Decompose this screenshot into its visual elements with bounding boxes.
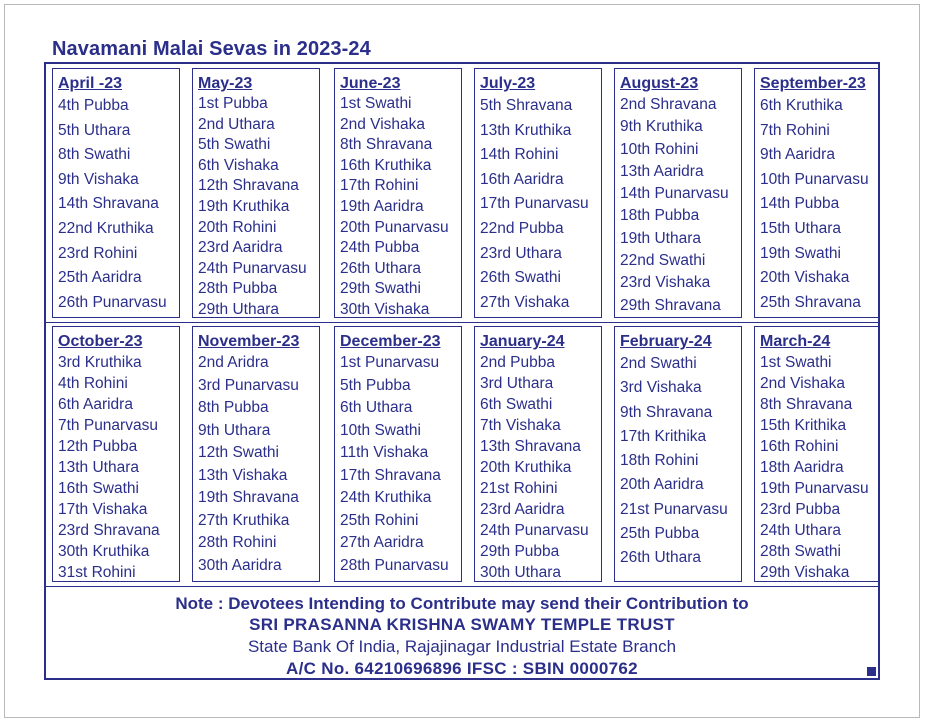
seva-date-entry: 28th Swathi	[760, 543, 841, 560]
seva-date-entry: 12th Pubba	[58, 438, 138, 455]
seva-date-entry: 2nd Swathi	[620, 355, 697, 372]
seva-date-entry: 29th Uthara	[198, 300, 279, 318]
month-heading: October-23	[58, 333, 143, 350]
seva-date-entry: 8th Shravana	[760, 396, 853, 413]
seva-date-entry: 16th Kruthika	[340, 156, 432, 174]
seva-date-entry: 21st Punarvasu	[620, 500, 728, 518]
month-heading: May-23	[198, 75, 253, 92]
seva-date-entry: 19th Kruthika	[198, 197, 290, 215]
seva-date-entry: 23rd Aaridra	[480, 501, 565, 518]
seva-date-entry: 18th Rohini	[620, 452, 699, 470]
seva-date-entry: 6th Vishaka	[198, 156, 279, 174]
seva-date-entry: 19th Aaridra	[340, 197, 424, 215]
month-box-8	[192, 326, 320, 582]
seva-date-entry: 14th Shravana	[58, 195, 159, 213]
seva-date-entry: 3rd Uthara	[480, 375, 554, 392]
seva-date-entry: 19th Uthara	[620, 229, 701, 247]
seva-date-entry: 24th Kruthika	[340, 489, 432, 506]
seva-date-entry: 1st Punarvasu	[340, 354, 440, 371]
seva-date-entry: 5th Uthara	[58, 121, 131, 139]
month-box-12	[754, 326, 880, 582]
seva-date-entry: 13th Uthara	[58, 459, 139, 476]
seva-date-entry: 29th Shravana	[620, 296, 721, 314]
seva-date-entry: 21st Rohini	[480, 480, 558, 497]
seva-date-entry: 25th Shravana	[760, 293, 861, 311]
seva-date-entry: 13th Shravana	[480, 438, 581, 455]
seva-date-entry: 24th Punarvasu	[480, 522, 589, 539]
month-heading: December-23	[340, 333, 441, 350]
note-divider	[46, 586, 878, 587]
seva-date-entry: 5th Swathi	[198, 136, 271, 154]
seva-date-entry: 17th Punarvasu	[480, 195, 589, 213]
seva-date-entry: 28th Pubba	[198, 280, 278, 298]
seva-date-entry: 19th Punarvasu	[760, 480, 869, 497]
seva-date-entry: 25th Aaridra	[58, 269, 142, 287]
seva-date-entry: 27th Vishaka	[480, 293, 570, 311]
seva-date-entry: 19th Swathi	[760, 244, 841, 262]
seva-date-entry: 6th Swathi	[480, 396, 553, 413]
seva-date-entry: 30th Kruthika	[58, 543, 150, 560]
seva-date-entry: 23rd Vishaka	[620, 274, 711, 292]
seva-date-entry: 10th Punarvasu	[760, 170, 869, 188]
seva-date-entry: 13th Kruthika	[480, 121, 572, 139]
seva-date-entry: 20th Aaridra	[620, 476, 704, 494]
page-title: Navamani Malai Sevas in 2023-24	[52, 38, 371, 60]
seva-date-entry: 22nd Pubba	[480, 219, 564, 237]
seva-date-entry: 24th Pubba	[340, 239, 420, 257]
seva-date-entry: 22nd Swathi	[620, 252, 706, 270]
seva-date-entry: 20th Kruthika	[480, 459, 572, 476]
seva-date-entry: 23rd Shravana	[58, 522, 160, 539]
seva-date-entry: 13th Aaridra	[620, 162, 704, 180]
month-heading: February-24	[620, 333, 712, 350]
month-box-4	[474, 68, 602, 318]
seva-date-entry: 8th Pubba	[198, 399, 269, 416]
seva-date-entry: 13th Vishaka	[198, 466, 288, 484]
seva-date-entry: 2nd Shravana	[620, 96, 717, 113]
seva-date-entry: 30th Uthara	[480, 564, 561, 581]
seva-date-entry: 17th Shravana	[340, 466, 441, 484]
seva-date-entry: 16th Aaridra	[480, 170, 564, 188]
month-box-2	[192, 68, 320, 318]
seva-date-entry: 2nd Vishaka	[760, 375, 846, 392]
seva-date-entry: 12th Shravana	[198, 177, 299, 195]
month-heading: August-23	[620, 75, 699, 92]
seva-date-entry: 23rd Rohini	[58, 244, 138, 262]
seva-date-entry: 23rd Aaridra	[198, 239, 283, 257]
seva-date-entry: 15th Krithika	[760, 417, 847, 434]
seva-date-entry: 4th Pubba	[58, 97, 129, 114]
seva-date-entry: 25th Rohini	[340, 511, 419, 529]
seva-date-entry: 5th Pubba	[340, 376, 411, 394]
seva-date-entry: 20th Rohini	[198, 218, 277, 236]
seva-date-entry: 7th Vishaka	[480, 417, 561, 434]
seva-date-entry: 19th Shravana	[198, 489, 299, 506]
seva-date-entry: 31st Rohini	[58, 564, 136, 581]
seva-date-entry: 17th Rohini	[340, 177, 419, 195]
seva-date-entry: 23rd Pubba	[760, 501, 841, 518]
seva-date-entry: 20th Punarvasu	[340, 218, 449, 236]
seva-date-entry: 26th Uthara	[340, 259, 421, 277]
seva-date-entry: 17th Krithika	[620, 427, 707, 445]
seva-date-entry: 8th Swathi	[58, 146, 131, 164]
seva-date-entry: 10th Swathi	[340, 421, 421, 439]
seva-date-entry: 23rd Uthara	[480, 244, 562, 262]
seva-date-entry: 29th Pubba	[480, 543, 560, 560]
seva-date-entry: 6th Aaridra	[58, 396, 133, 413]
seva-date-entry: 9th Uthara	[198, 421, 271, 439]
seva-date-entry: 22nd Kruthika	[58, 219, 154, 237]
seva-date-entry: 6th Uthara	[340, 399, 413, 416]
seva-date-entry: 1st Pubba	[198, 95, 268, 112]
seva-date-entry: 24th Punarvasu	[198, 259, 307, 277]
note-line-bank: State Bank Of India, Rajajinagar Industrial Estate Branch	[247, 637, 677, 656]
seva-date-entry: 29th Vishaka	[760, 564, 850, 581]
seva-date-entry: 20th Vishaka	[760, 269, 850, 287]
seva-date-entry: 28th Punarvasu	[340, 556, 449, 574]
month-box-7	[52, 326, 180, 582]
month-heading: November-23	[198, 333, 300, 350]
seva-date-entry: 16th Rohini	[760, 438, 839, 455]
seva-date-entry: 4th Rohini	[58, 375, 128, 392]
seva-date-entry: 12th Swathi	[198, 444, 279, 461]
seva-date-entry: 24th Uthara	[760, 522, 841, 539]
seva-date-entry: 30th Vishaka	[340, 300, 430, 318]
note-line-contribution: Note : Devotees Intending to Contribute may send their Contribution to	[175, 594, 749, 613]
month-heading: March-24	[760, 333, 831, 350]
month-box-1	[52, 68, 180, 318]
seva-date-entry: 2nd Uthara	[198, 115, 275, 133]
seva-date-entry: 3rd Punarvasu	[198, 376, 299, 394]
month-box-6	[754, 68, 880, 318]
seva-date-entry: 30th Aaridra	[198, 556, 282, 574]
month-heading: June-23	[340, 75, 401, 92]
seva-date-entry: 6th Kruthika	[760, 97, 843, 114]
seva-date-entry: 1st Swathi	[760, 354, 832, 371]
seva-date-entry: 2nd Vishaka	[340, 115, 426, 133]
seva-date-entry: 2nd Pubba	[480, 354, 555, 371]
seva-date-entry: 27th Kruthika	[198, 511, 290, 529]
seva-date-entry: 10th Rohini	[620, 140, 699, 158]
month-box-10	[474, 326, 602, 582]
month-heading: January-24	[480, 333, 565, 350]
seva-date-entry: 25th Pubba	[620, 525, 700, 543]
seva-date-entry: 28th Rohini	[198, 534, 277, 551]
seva-date-entry: 18th Pubba	[620, 207, 700, 225]
month-heading: September-23	[760, 75, 866, 92]
note-line-trust-name: SRI PRASANNA KRISHNA SWAMY TEMPLE TRUST	[249, 615, 675, 634]
seva-date-entry: 9th Kruthika	[620, 118, 703, 136]
seva-date-entry: 16th Swathi	[58, 480, 139, 497]
seva-date-entry: 26th Swathi	[480, 269, 561, 287]
seva-date-entry: 15th Uthara	[760, 219, 841, 237]
month-box-11	[614, 326, 742, 582]
seva-date-entry: 5th Shravana	[480, 97, 573, 114]
seva-date-entry: 2nd Aridra	[198, 354, 269, 371]
seva-date-entry: 14th Pubba	[760, 195, 840, 213]
month-box-3	[334, 68, 462, 318]
seva-date-entry: 26th Punarvasu	[58, 293, 167, 311]
row-divider	[46, 322, 878, 323]
seva-date-entry: 1st Swathi	[340, 95, 412, 112]
seva-date-entry: 17th Vishaka	[58, 501, 148, 518]
seva-date-entry: 27th Aaridra	[340, 534, 424, 551]
seva-date-entry: 14th Rohini	[480, 146, 559, 164]
seva-calendar-board	[44, 62, 880, 680]
seva-date-entry: 26th Uthara	[620, 549, 701, 567]
seva-date-entry: 7th Rohini	[760, 121, 830, 139]
month-heading: July-23	[480, 75, 536, 92]
seva-date-entry: 18th Aaridra	[760, 459, 844, 476]
seva-date-entry: 9th Vishaka	[58, 170, 139, 188]
month-box-9	[334, 326, 462, 582]
seva-date-entry: 14th Punarvasu	[620, 185, 729, 203]
seva-date-entry: 9th Aaridra	[760, 146, 835, 164]
seva-date-entry: 11th Vishaka	[340, 444, 429, 461]
seva-date-entry: 8th Shravana	[340, 136, 433, 154]
seva-date-entry: 3rd Vishaka	[620, 379, 702, 397]
seva-date-entry: 9th Shravana	[620, 403, 713, 421]
seva-date-entry: 29th Swathi	[340, 280, 421, 298]
month-heading: April -23	[58, 75, 123, 92]
seva-date-entry: 7th Punarvasu	[58, 417, 158, 434]
seva-date-entry: 3rd Kruthika	[58, 354, 142, 371]
month-box-5	[614, 68, 742, 318]
corner-marker	[867, 667, 876, 676]
note-line-account: A/C No. 64210696896 IFSC : SBIN 0000762	[286, 659, 638, 678]
